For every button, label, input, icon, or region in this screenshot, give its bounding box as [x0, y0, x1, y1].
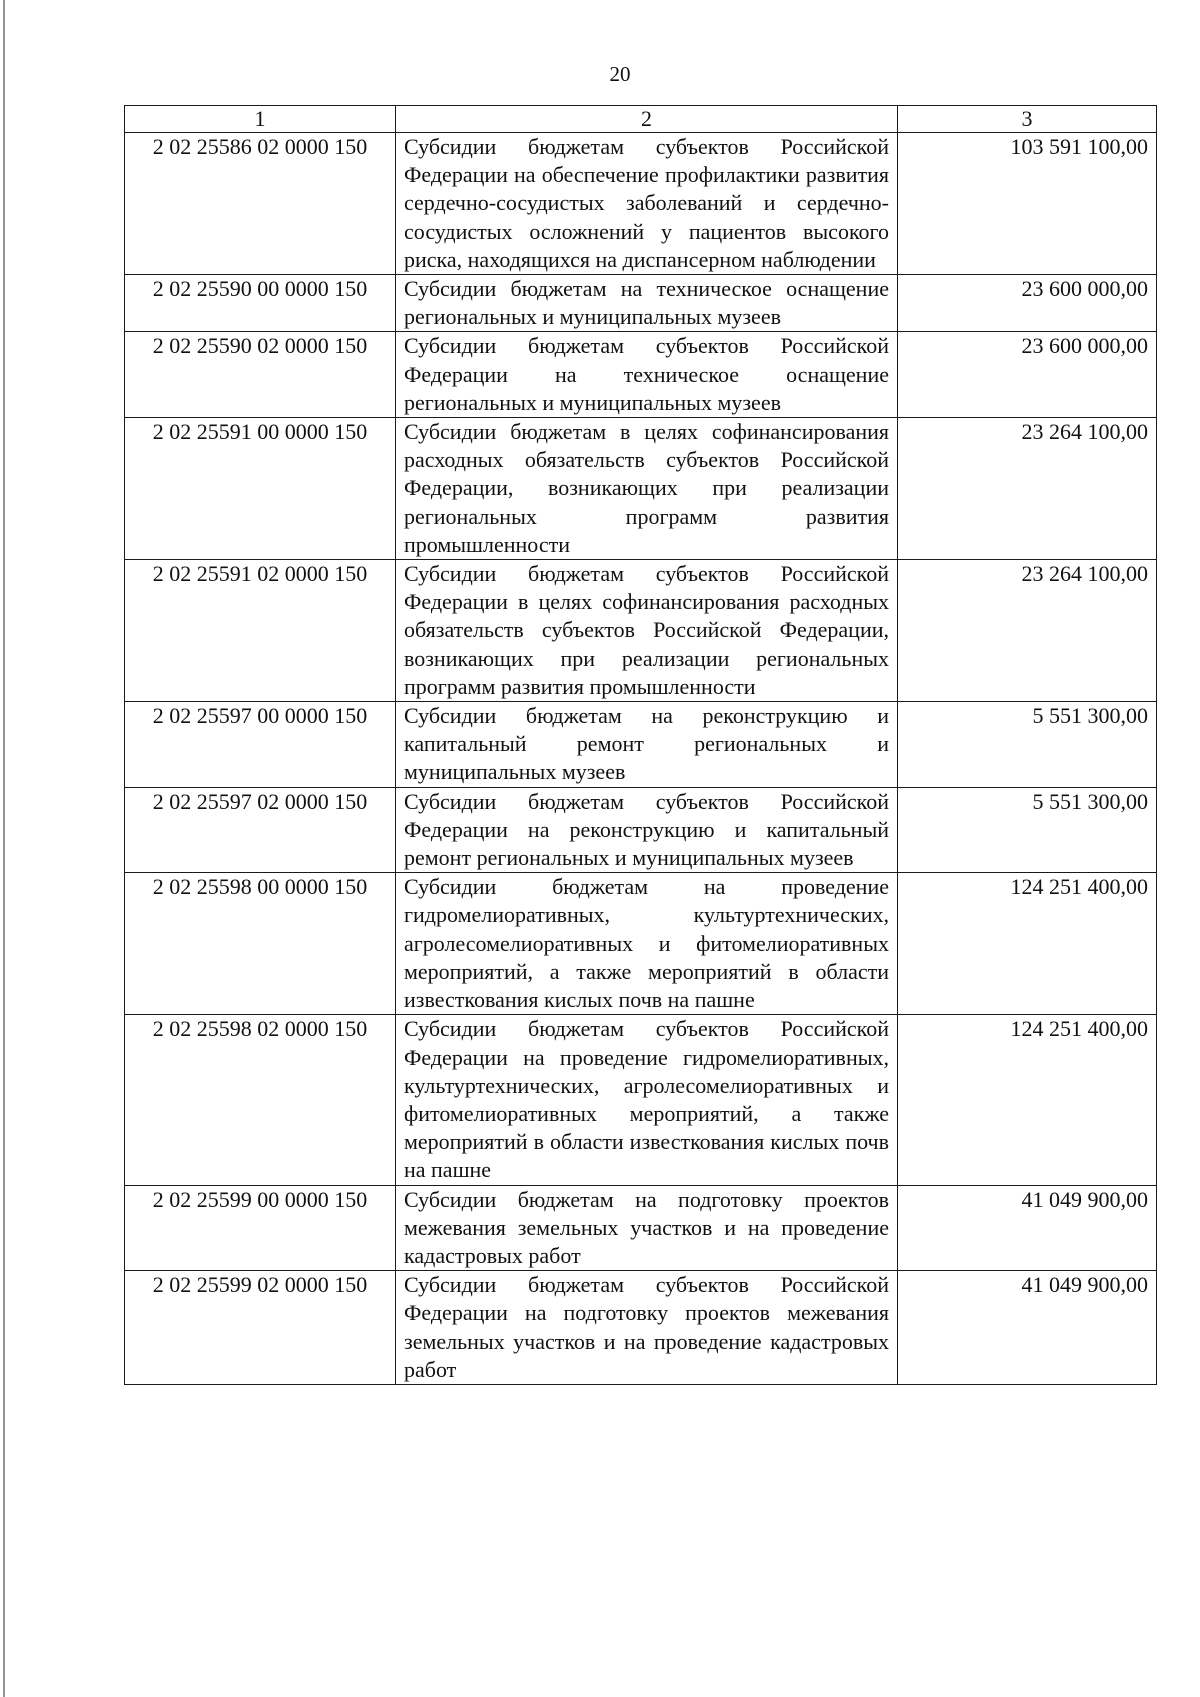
column-header: 3	[898, 106, 1157, 133]
budget-code-cell: 2 02 25598 02 0000 150	[125, 1015, 396, 1185]
amount-cell: 41 049 900,00	[898, 1185, 1157, 1271]
amount-cell: 124 251 400,00	[898, 873, 1157, 1015]
amount-cell: 5 551 300,00	[898, 787, 1157, 873]
table-header-row	[125, 106, 1157, 133]
table-row	[125, 332, 1157, 418]
column-header: 1	[125, 106, 396, 133]
budget-code-cell: 2 02 25597 00 0000 150	[125, 702, 396, 788]
table-row	[125, 787, 1157, 873]
budget-code-cell: 2 02 25597 02 0000 150	[125, 787, 396, 873]
description-cell: Субсидии бюджетам субъектов Российской Федерации на подготовку проектов межевания земельных участков и на проведение кадастровых работ	[396, 1271, 898, 1385]
budget-code-cell: 2 02 25591 02 0000 150	[125, 560, 396, 702]
table-row	[125, 1271, 1157, 1385]
description-cell: Субсидии бюджетам на подготовку проектов межевания земельных участков и на проведение кадастровых работ	[396, 1185, 898, 1271]
amount-cell: 41 049 900,00	[898, 1271, 1157, 1385]
description-cell: Субсидии бюджетам на проведение гидромелиоративных, культуртехнических, агролесомелиоративных и фитомелиоративных мероприятий, а также мероприятий в области известкования кислых почв на пашне	[396, 873, 898, 1015]
table-row	[125, 1015, 1157, 1185]
amount-cell: 5 551 300,00	[898, 702, 1157, 788]
description-cell: Субсидии бюджетам субъектов Российской Федерации на реконструкцию и капитальный ремонт региональных и муниципальных музеев	[396, 787, 898, 873]
amount-cell: 124 251 400,00	[898, 1015, 1157, 1185]
page-number: 20	[609, 62, 631, 86]
budget-code-cell: 2 02 25590 00 0000 150	[125, 275, 396, 332]
amount-cell: 23 600 000,00	[898, 275, 1157, 332]
amount-cell: 23 264 100,00	[898, 418, 1157, 560]
column-header: 2	[396, 106, 898, 133]
description-cell: Субсидии бюджетам на техническое оснащение региональных и муниципальных музеев	[396, 275, 898, 332]
amount-cell: 23 600 000,00	[898, 332, 1157, 418]
budget-code-cell: 2 02 25590 02 0000 150	[125, 332, 396, 418]
table-row	[125, 873, 1157, 1015]
description-cell: Субсидии бюджетам субъектов Российской Федерации на проведение гидромелиоративных, культуртехнических, агролесомелиоративных и фитомелиоративных мероприятий, а также мероприятий в области известкования кислых почв на пашне	[396, 1015, 898, 1185]
table-row	[125, 1185, 1157, 1271]
scan-left-edge	[3, 0, 5, 1697]
table-row	[125, 418, 1157, 560]
table-row	[125, 275, 1157, 332]
table-row	[125, 560, 1157, 702]
budget-code-cell: 2 02 25598 00 0000 150	[125, 873, 396, 1015]
description-cell: Субсидии бюджетам в целях софинансирования расходных обязательств субъектов Российской Федерации, возникающих при реализации региональных программ развития промышленности	[396, 418, 898, 560]
table-row	[125, 133, 1157, 275]
amount-cell: 103 591 100,00	[898, 133, 1157, 275]
description-cell: Субсидии бюджетам на реконструкцию и капитальный ремонт региональных и муниципальных музеев	[396, 702, 898, 788]
table-row	[125, 702, 1157, 788]
budget-code-cell: 2 02 25599 02 0000 150	[125, 1271, 396, 1385]
budget-code-cell: 2 02 25586 02 0000 150	[125, 133, 396, 275]
budget-code-cell: 2 02 25591 00 0000 150	[125, 418, 396, 560]
description-cell: Субсидии бюджетам субъектов Российской Федерации на обеспечение профилактики развития сердечно-сосудистых заболеваний и сердечно-сосудистых осложнений у пациентов высокого риска, находящихся на диспансерном наблюдении	[396, 133, 898, 275]
amount-cell: 23 264 100,00	[898, 560, 1157, 702]
description-cell: Субсидии бюджетам субъектов Российской Федерации на техническое оснащение региональных и муниципальных музеев	[396, 332, 898, 418]
budget-revenue-table	[124, 105, 1157, 1385]
description-cell: Субсидии бюджетам субъектов Российской Федерации в целях софинансирования расходных обязательств субъектов Российской Федерации, возникающих при реализации региональных программ развития промышленности	[396, 560, 898, 702]
budget-code-cell: 2 02 25599 00 0000 150	[125, 1185, 396, 1271]
